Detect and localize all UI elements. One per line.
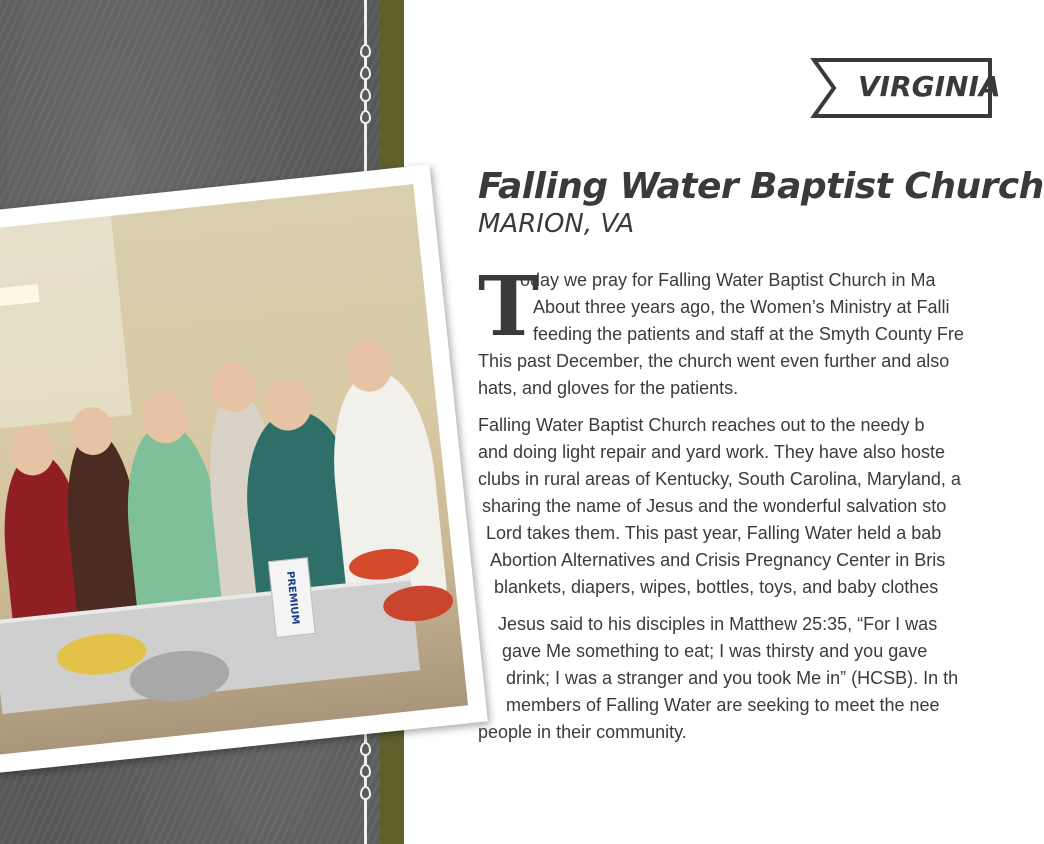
article-title: Falling Water Baptist Church <box>478 166 1044 207</box>
paragraph-line: gave Me something to eat; I was thirsty and you gave <box>502 641 928 661</box>
paragraph-line: people in their community. <box>478 722 687 742</box>
paragraph-line: hats, and gloves for the patients. <box>478 378 739 398</box>
stitch-bead <box>360 786 371 800</box>
paragraph-line: members of Falling Water are seeking to meet the nee <box>506 695 940 715</box>
article-paragraph-3 <box>478 611 998 746</box>
article-body <box>478 259 998 746</box>
stitch-bead <box>360 88 371 102</box>
group-photo-frame <box>0 164 488 775</box>
stitch-bead <box>360 764 371 778</box>
paragraph-line: drink; I was a stranger and you took Me in” (HCSB). In th <box>506 668 959 688</box>
paragraph-line: feeding the patients and staff at the Smyth County Fre <box>533 324 964 344</box>
photo-milk-carton: PREMIUM <box>268 557 316 638</box>
stitch-bead <box>360 66 371 80</box>
photo-wall <box>0 216 132 434</box>
paragraph-line: About three years ago, the Women’s Ministry at Falli <box>533 297 950 317</box>
paragraph-line: This past December, the church went even further and also <box>478 351 950 371</box>
paragraph-line: clubs in rural areas of Kentucky, South Carolina, Maryland, a <box>478 469 961 489</box>
article-paragraph-1 <box>478 259 998 402</box>
stitch-bead <box>360 742 371 756</box>
stitch-bead <box>360 44 371 58</box>
paragraph-line: Lord takes them. This past year, Falling Water held a bab <box>486 523 942 543</box>
paragraph-line: Falling Water Baptist Church reaches out to the needy b <box>478 415 925 435</box>
article-paragraph-2 <box>478 412 998 601</box>
paragraph-line: sharing the name of Jesus and the wonderful salvation sto <box>482 496 947 516</box>
state-banner-label: VIRGINIA <box>858 70 1001 103</box>
article <box>478 165 1044 756</box>
paragraph-line: Jesus said to his disciples in Matthew 25:35, “For I was <box>498 614 938 634</box>
group-photo <box>0 184 468 756</box>
paragraph-line: blankets, diapers, wipes, bottles, toys, and baby clothes <box>494 577 939 597</box>
paragraph-line: and doing light repair and yard work. They have also hoste <box>478 442 945 462</box>
paragraph-line: oday we pray for Falling Water Baptist Church in Ma <box>520 270 936 290</box>
stitch-bead <box>360 110 371 124</box>
drop-cap: T <box>478 259 540 355</box>
article-location: MARION, VA <box>478 209 635 239</box>
paragraph-line: Abortion Alternatives and Crisis Pregnancy Center in Bris <box>490 550 946 570</box>
